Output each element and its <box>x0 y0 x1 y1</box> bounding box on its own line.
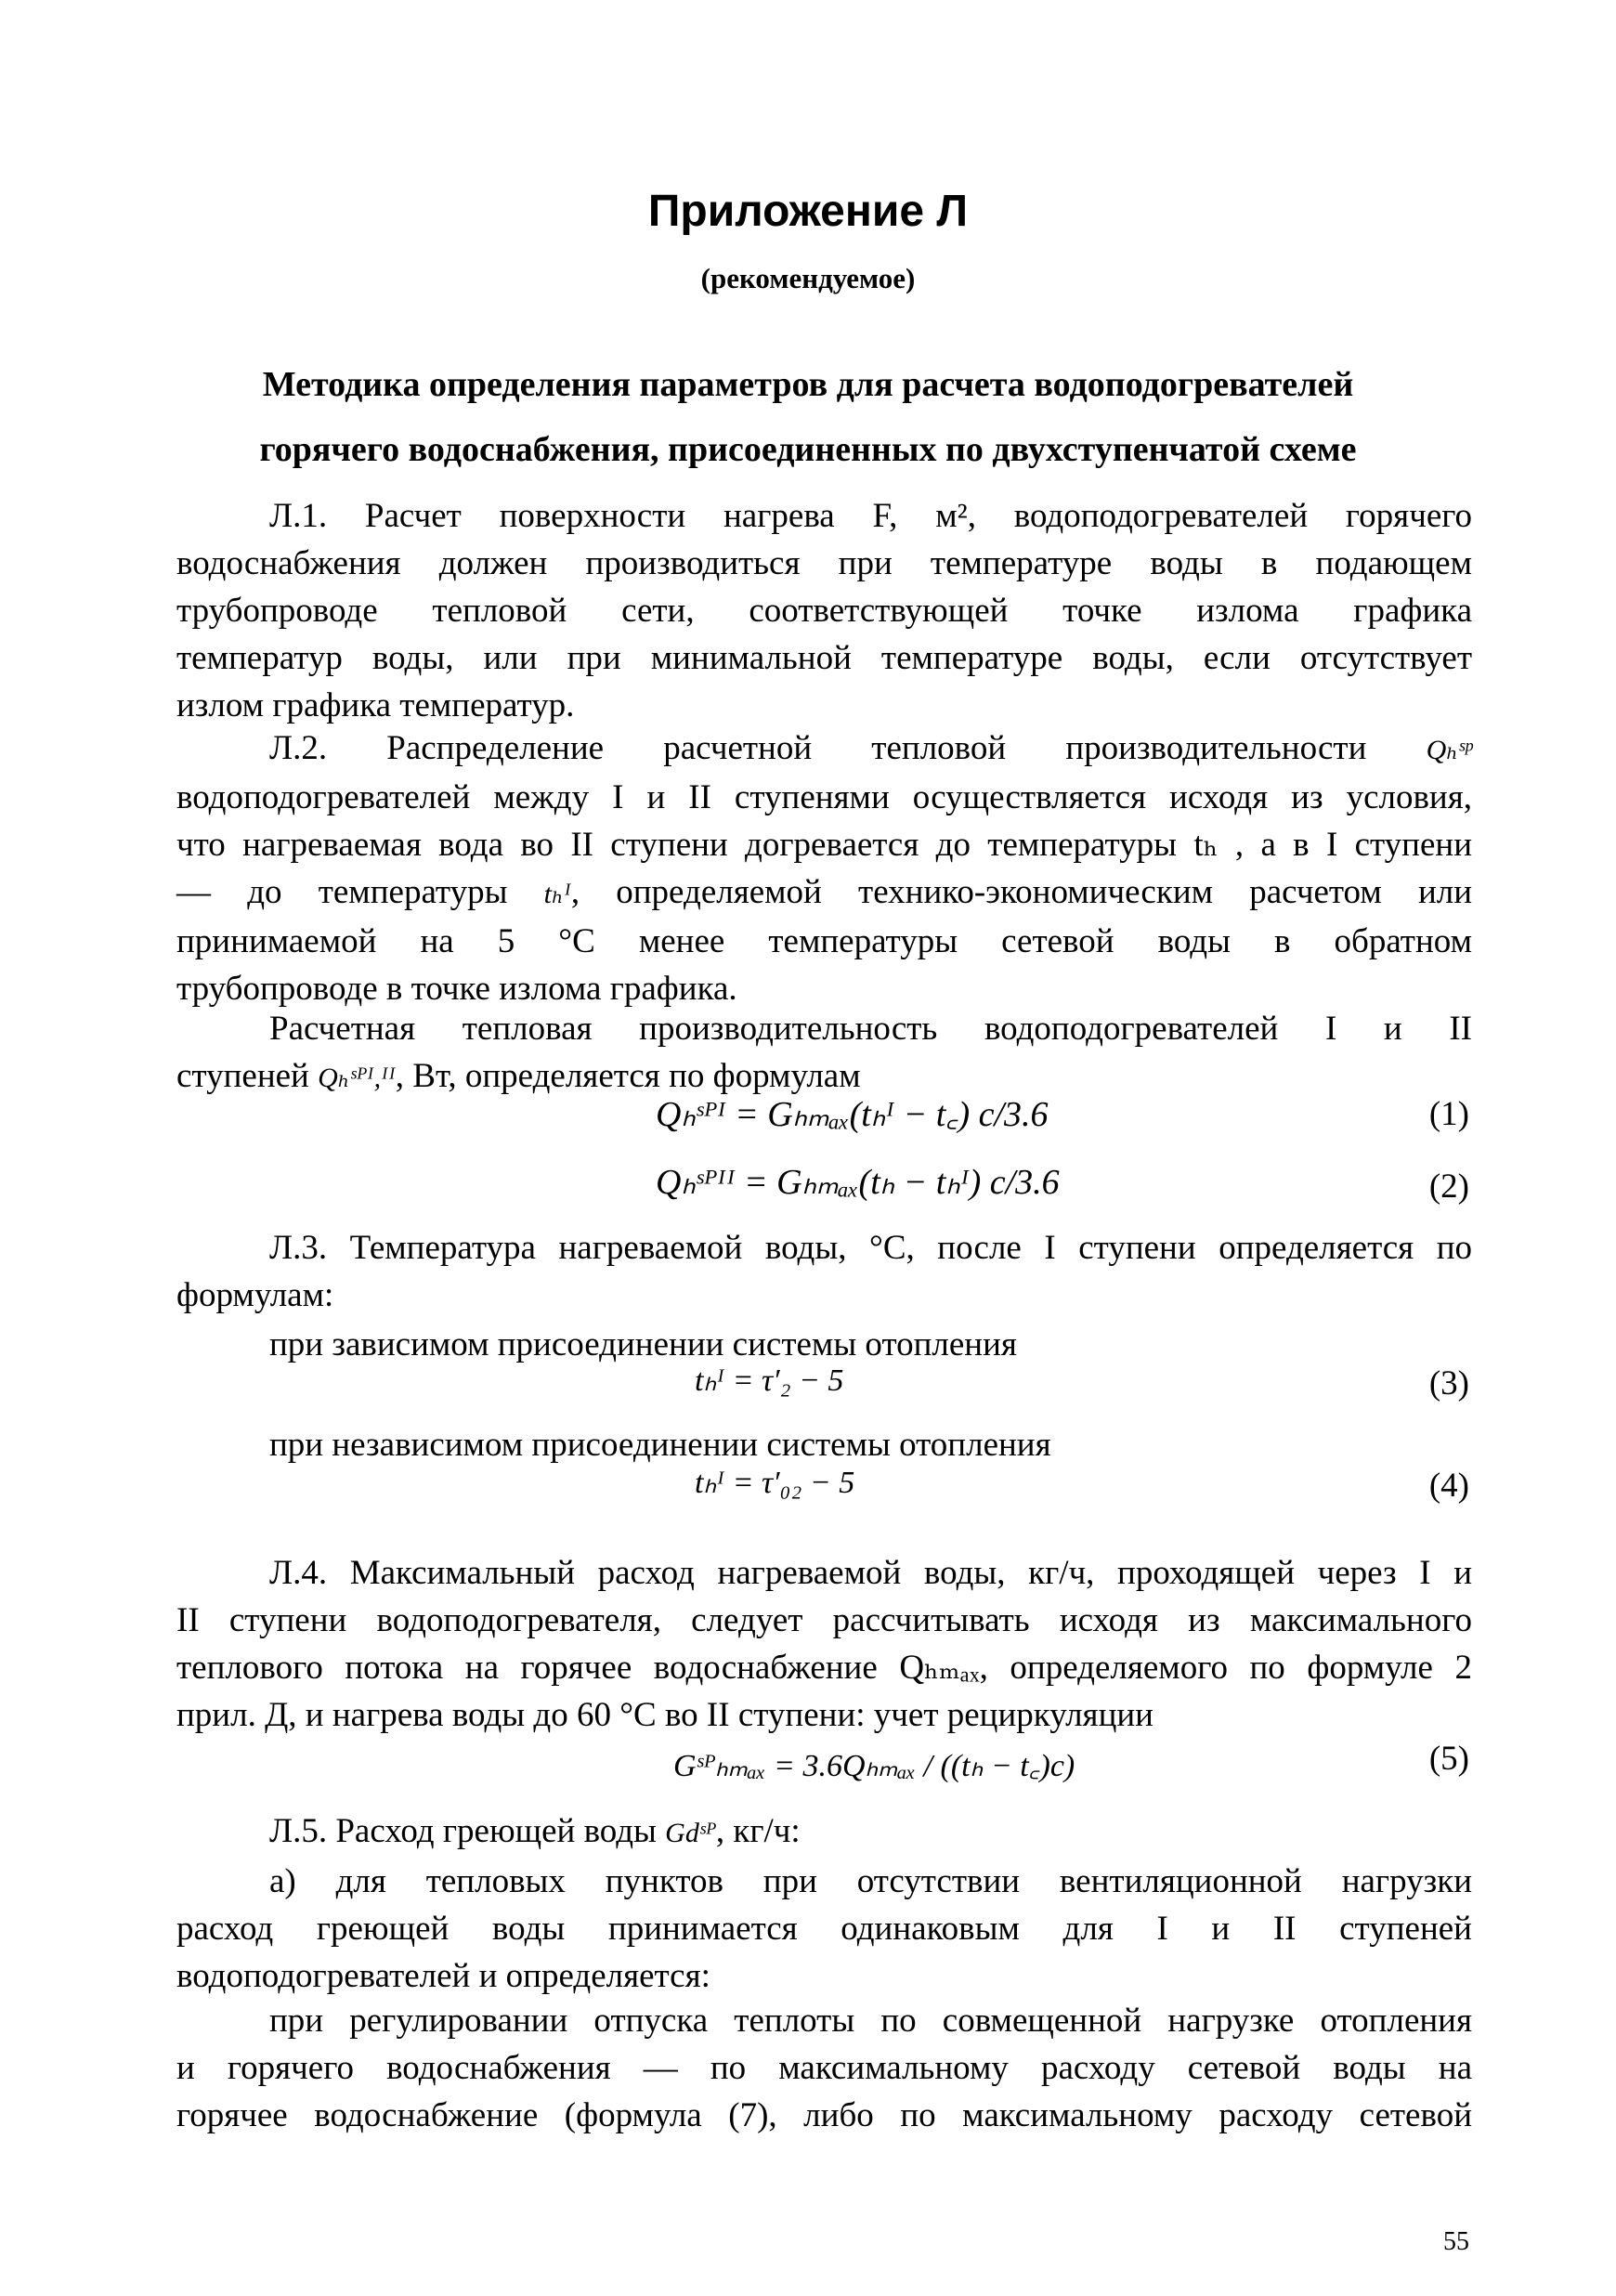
equation-number-1: (1) <box>1428 1095 1469 1133</box>
text-line: температур воды, или при минимальной температуре воды, если отсутствует <box>176 639 1472 677</box>
appendix-title: Приложение Л <box>647 187 969 236</box>
symbol-g-d-sp: Gdˢᴾ <box>665 1818 716 1848</box>
text-line: водоснабжения должен производиться при температуре воды в подающем <box>176 544 1472 582</box>
text-line: что нагреваемая вода во II ступени догревается до температуры tₕ , а в I ступени <box>176 826 1472 864</box>
text-line: Расчетная тепловая производительность водоподогревателей I и II <box>269 1010 1472 1048</box>
text-line: при регулировании отпуска теплоты по совмещенной нагрузке отопления <box>269 2002 1472 2040</box>
text-line: а) для тепловых пунктов при отсутствии вентиляционной нагрузки <box>269 1862 1472 1900</box>
text-line: формулам: <box>176 1276 334 1314</box>
equation-number-4: (4) <box>1428 1467 1469 1505</box>
paragraph-l2 <box>176 724 1472 1012</box>
text-fragment: ступеней <box>176 1057 309 1095</box>
paragraph-item-a <box>176 1858 1472 2000</box>
paragraph-l4 <box>176 1549 1472 1739</box>
paragraph-l1 <box>176 492 1472 729</box>
section-heading-line-2: горячего водоснабжения, присоединенных по двухступенчатой схеме <box>259 430 1357 469</box>
equation-number-5: (5) <box>1428 1740 1469 1778</box>
symbol-t-h-i: tₕᴵ <box>543 879 571 909</box>
text-fragment: Л.5. Расход греющей воды <box>269 1812 657 1850</box>
formula-1 <box>656 1089 1049 1137</box>
text-line: Л.3. Температура нагреваемой воды, °С, после I ступени определяется по <box>269 1229 1472 1267</box>
formula-3-text: tₕᴵ = τ′₂ − 5 <box>695 1363 844 1398</box>
text-line: и горячего водоснабжения — по максимальному расходу сетевой воды на <box>176 2049 1472 2087</box>
symbol-q-h-sp: Qₕˢᵖ <box>1426 735 1473 765</box>
text-line: II ступени водоподогревателя, следует рассчитывать исходя из максимального <box>176 1601 1472 1639</box>
paragraph-l3 <box>176 1224 1472 1319</box>
text-line: излом графика температур. <box>176 686 575 724</box>
text-line: трубопроводе тепловой сети, соответствующей точке излома графика <box>176 592 1472 630</box>
equation-number-3: (3) <box>1428 1364 1469 1402</box>
formula-4-text: tₕᴵ = τ′₀₂ − 5 <box>695 1466 855 1500</box>
text-line: расход греющей воды принимается одинаковым для I и II ступеней <box>176 1910 1472 1948</box>
formula-2-text: Qₕˢᴾᴵᴵ = Gₕₘₐₓ(tₕ − tₕᴵ) c/3.6 <box>656 1163 1060 1202</box>
text-fragment: Л.2. Распределение расчетной тепловой производительности <box>269 729 1367 767</box>
paragraph-regulation <box>176 1997 1472 2139</box>
symbol-q-h-spi-ii: Qₕˢᴾᴵ,ᴵᴵ <box>318 1063 396 1093</box>
text-line: Л.1. Расчет поверхности нагрева F, м², водоподогревателей горячего <box>269 497 1472 535</box>
text-line: Л.4. Максимальный расход нагреваемой воды, кг/ч, проходящей через I и <box>269 1554 1472 1592</box>
page-number: 55 <box>1443 2227 1469 2256</box>
equation-number-2: (2) <box>1428 1168 1469 1206</box>
text-fragment: , Вт, определяется по формулам <box>395 1057 861 1095</box>
text-line: горячее водоснабжение (формула (7), либо по максимальному расходу сетевой <box>176 2096 1472 2134</box>
formula-3 <box>695 1362 843 1399</box>
text-line: прил. Д, и нагрева воды до 60 °С во II ступени: учет рециркуляции <box>176 1696 1153 1734</box>
paragraph-capacity <box>176 1005 1472 1102</box>
text-fragment: , определяемой технико-экономическим расчетом или <box>570 873 1473 911</box>
text-line: принимаемой на 5 °С менее температуры сетевой воды в обратном <box>176 922 1472 960</box>
appendix-subtitle: (рекомендуемое) <box>700 262 916 294</box>
text-line: теплового потока на горячее водоснабжение Qₕₘₐₓ, определяемого по формуле 2 <box>176 1649 1472 1687</box>
section-heading-line-1: Методика определения параметров для расчета водоподогревателей <box>262 365 1354 404</box>
text-line <box>176 724 1472 774</box>
formula-2 <box>656 1161 1060 1203</box>
text-fragment: , кг/ч: <box>715 1812 801 1850</box>
text-line <box>176 868 1472 918</box>
text-fragment: — до температуры <box>176 873 508 911</box>
formula-5 <box>673 1742 1075 1785</box>
dependent-connection-label: при зависимом присоединении системы отопления <box>269 1325 1017 1363</box>
formula-4 <box>695 1464 854 1501</box>
independent-connection-label: при независимом присоединении системы отопления <box>269 1426 1051 1464</box>
text-line: водоподогревателей и определяется: <box>176 1957 710 1995</box>
text-line: водоподогревателей между I и II ступенями осуществляется исходя из условия, <box>176 778 1472 816</box>
formula-5-text: Gˢᴾₕₘₐₓ = 3.6Qₕₘₐₓ / ((tₕ − t꜀)c) <box>673 1749 1075 1783</box>
text-line: трубопроводе в точке излома графика. <box>176 970 737 1008</box>
formula-1-text: Qₕˢᴾᴵ = Gₕₘₐₓ(tₕᴵ − t꜀) c/3.6 <box>656 1095 1049 1134</box>
paragraph-l5 <box>176 1807 1472 1857</box>
